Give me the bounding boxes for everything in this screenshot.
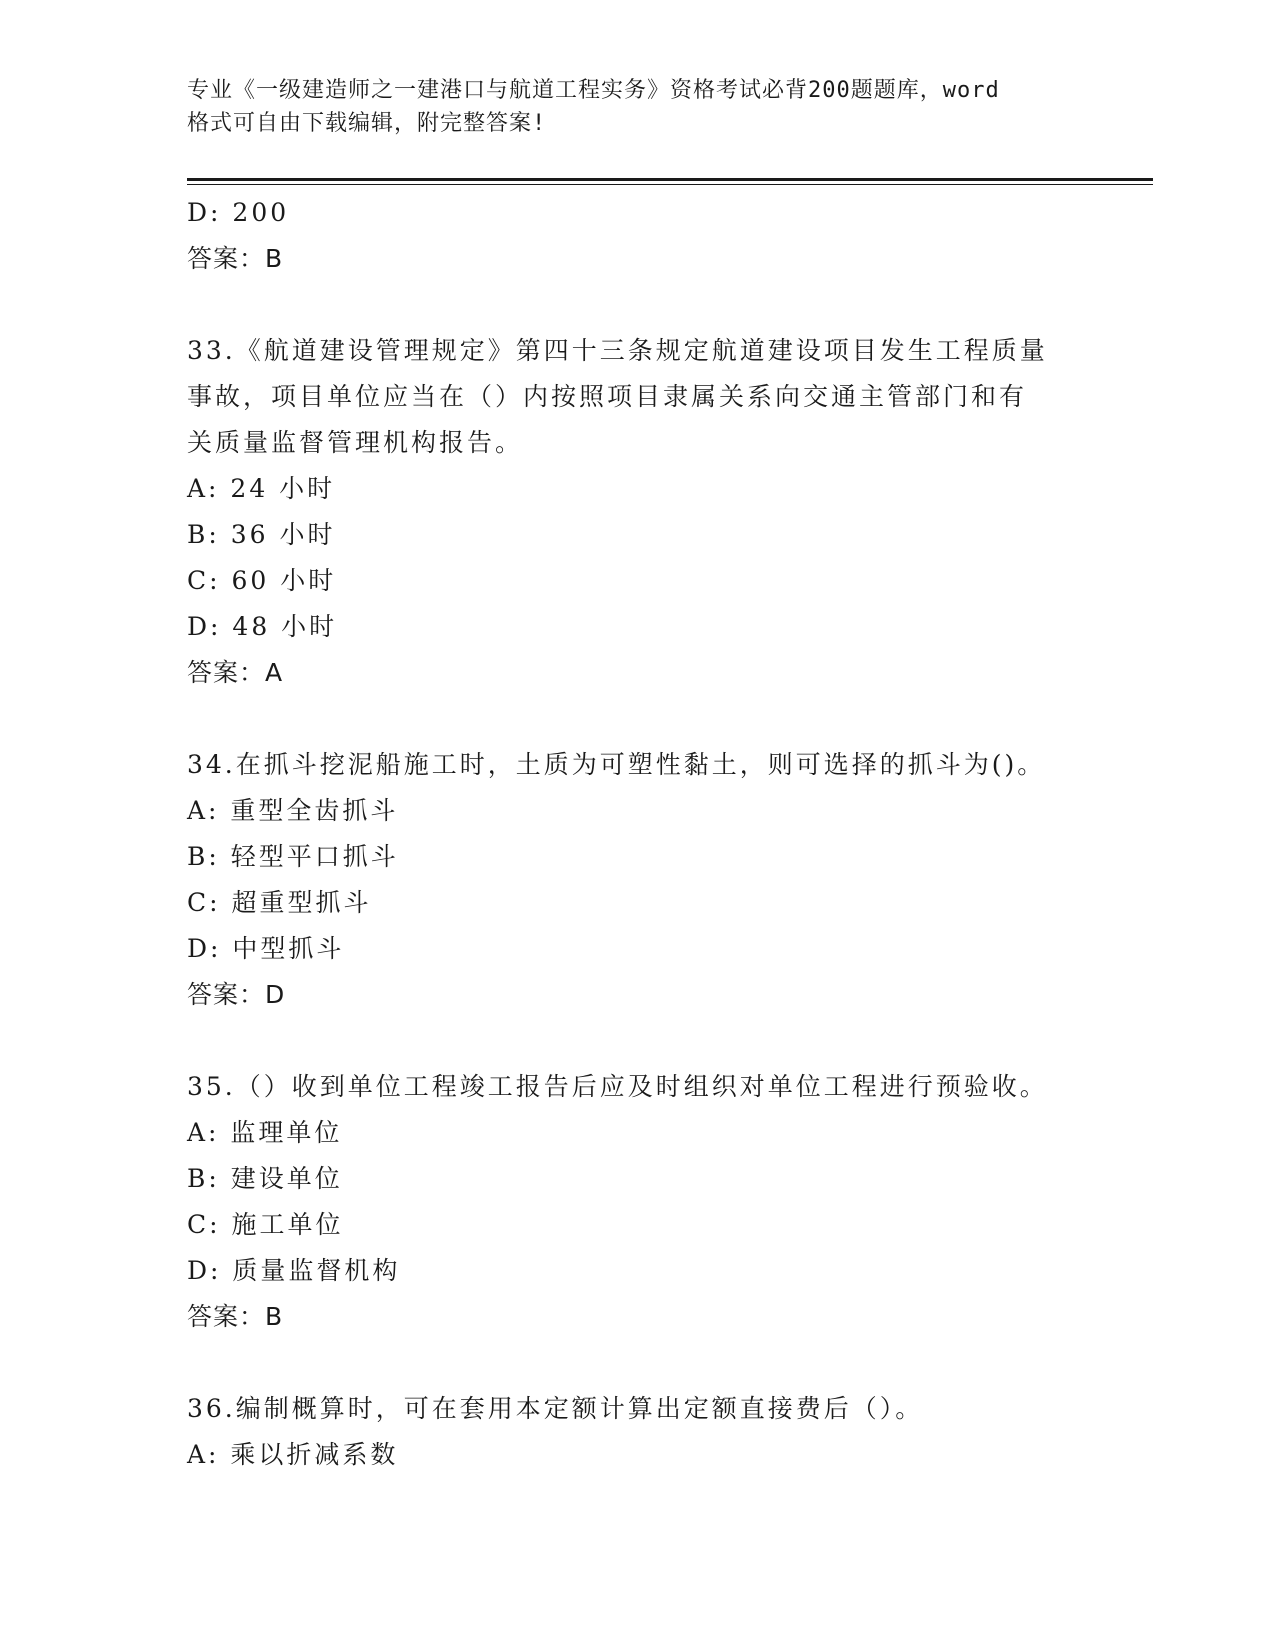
question-text: 34.在抓斗挖泥船施工时，土质为可塑性黏土，则可选择的抓斗为()。 xyxy=(187,750,1046,779)
option-c: C: 施工单位 xyxy=(187,1210,344,1239)
question-block-36 xyxy=(187,1386,1087,1478)
question-text: 33.《航道建设管理规定》第四十三条规定航道建设项目发生工程质量 xyxy=(187,336,1048,365)
header-line-1: 专业《一级建造师之一建港口与航道工程实务》资格考试必背200题题库，word xyxy=(187,78,1000,103)
answer-line: 答案：B xyxy=(187,1302,284,1331)
document-header xyxy=(187,74,1067,140)
spacer xyxy=(187,1340,1087,1386)
option-d: D: 48 小时 xyxy=(187,612,338,641)
header-line-2: 格式可自由下载编辑，附完整答案! xyxy=(187,111,547,136)
option-d: D: 中型抓斗 xyxy=(187,934,345,963)
option-c: C: 60 小时 xyxy=(187,566,337,595)
header-divider xyxy=(187,178,1153,181)
spacer xyxy=(187,1018,1087,1064)
option-a: A: 乘以折减系数 xyxy=(187,1440,399,1469)
answer-line: 答案：B xyxy=(187,244,284,273)
answer-line: 答案：A xyxy=(187,658,284,687)
question-text: 35.（）收到单位工程竣工报告后应及时组织对单位工程进行预验收。 xyxy=(187,1072,1048,1101)
question-list xyxy=(187,190,1087,1478)
option-a: A: 监理单位 xyxy=(187,1118,343,1147)
option-d: D: 200 xyxy=(187,198,290,227)
question-text: 事故，项目单位应当在（）内按照项目隶属关系向交通主管部门和有 xyxy=(187,382,1028,411)
spacer xyxy=(187,282,1087,328)
question-block-33 xyxy=(187,328,1087,696)
option-b: B: 建设单位 xyxy=(187,1164,343,1193)
question-block-35 xyxy=(187,1064,1087,1340)
option-a: A: 重型全齿抓斗 xyxy=(187,796,399,825)
question-text: 关质量监督管理机构报告。 xyxy=(187,428,524,457)
spacer xyxy=(187,696,1087,742)
question-block-34 xyxy=(187,742,1087,1018)
option-b: B: 36 小时 xyxy=(187,520,336,549)
option-d: D: 质量监督机构 xyxy=(187,1256,401,1285)
question-text: 36.编制概算时，可在套用本定额计算出定额直接费后（）。 xyxy=(187,1394,924,1423)
answer-line: 答案：D xyxy=(187,980,286,1009)
option-c: C: 超重型抓斗 xyxy=(187,888,372,917)
option-b: B: 轻型平口抓斗 xyxy=(187,842,399,871)
option-a: A: 24 小时 xyxy=(187,474,336,503)
header-divider-thin xyxy=(187,184,1153,185)
